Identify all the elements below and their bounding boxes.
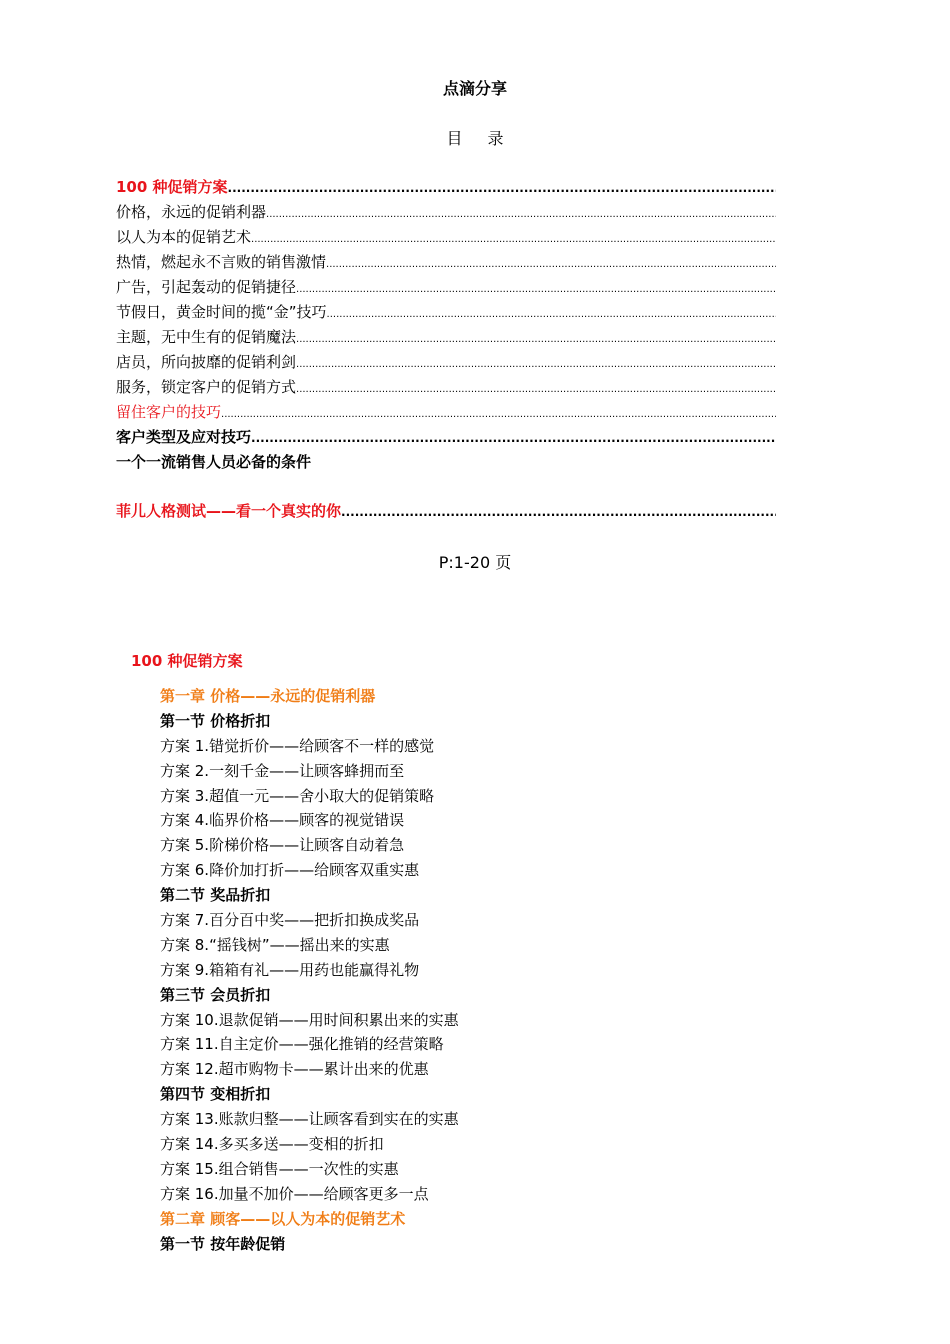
toc-dot-leader bbox=[266, 209, 776, 220]
toc-entry[interactable] bbox=[116, 500, 776, 525]
outline-list bbox=[160, 684, 760, 1256]
toc-dot-leader bbox=[341, 505, 776, 519]
toc-dot-leader bbox=[296, 284, 776, 295]
outline-item: 方案 11.自主定价——强化推销的经营策略 bbox=[160, 1035, 444, 1054]
toc-entry-label: 留住客户的技巧 bbox=[116, 403, 222, 421]
toc-dot-leader bbox=[228, 181, 776, 195]
outline-item: 方案 8.“摇钱树”——摇出来的实惠 bbox=[160, 935, 390, 954]
outline-chapter: 第二章 顾客——以人为本的促销艺术 bbox=[160, 1209, 406, 1228]
toc-entry-label: 店员，所向披靡的促销利剑 bbox=[116, 353, 297, 371]
outline-item: 方案 16.加量不加价——给顾客更多一点 bbox=[160, 1184, 429, 1203]
outline-item: 方案 1.错觉折价——给顾客不一样的感觉 bbox=[160, 736, 435, 755]
toc-entry[interactable] bbox=[116, 426, 776, 451]
outline-item: 方案 14.多买多送——变相的折扣 bbox=[160, 1135, 384, 1154]
toc-title: 目 录 bbox=[446, 129, 514, 148]
outline-item: 方案 5.阶梯价格——让顾客自动着急 bbox=[160, 836, 405, 855]
toc-entry[interactable] bbox=[116, 376, 776, 401]
toc-entry-label: 热情，燃起永不言败的销售激情 bbox=[116, 253, 327, 271]
toc-dot-leader bbox=[327, 309, 776, 320]
toc-entry-label: 服务，锁定客户的促销方式 bbox=[116, 378, 297, 396]
toc-entry[interactable] bbox=[116, 201, 776, 226]
toc-dot-leader bbox=[221, 409, 776, 420]
toc-entry-label: 主题，无中生有的促销魔法 bbox=[116, 328, 297, 346]
outline-section: 第二节 奖品折扣 bbox=[160, 886, 271, 905]
toc-entry[interactable] bbox=[116, 301, 776, 326]
toc-entry[interactable] bbox=[116, 326, 776, 351]
toc-dot-leader bbox=[251, 234, 776, 245]
toc-entry-label: 节假日，黄金时间的揽“金”技巧 bbox=[116, 303, 327, 321]
outline-item: 方案 9.箱箱有礼——用药也能赢得礼物 bbox=[160, 960, 420, 979]
toc-entry[interactable] bbox=[116, 176, 776, 201]
outline-item: 方案 12.超市购物卡——累计出来的优惠 bbox=[160, 1060, 429, 1079]
section-title: 100 种促销方案 bbox=[131, 652, 243, 670]
page-title: 点滴分享 bbox=[442, 79, 507, 98]
toc-entry[interactable] bbox=[116, 401, 776, 426]
toc-entry-label: 菲儿人格测试——看一个真实的你 bbox=[116, 502, 342, 520]
outline-item: 方案 3.超值一元——舍小取大的促销策略 bbox=[160, 786, 435, 805]
table-of-contents bbox=[116, 176, 776, 525]
outline-chapter: 第一章 价格——永远的促销利器 bbox=[160, 687, 376, 705]
toc-entry[interactable] bbox=[116, 251, 776, 276]
toc-dot-leader bbox=[296, 359, 776, 370]
outline-section: 第一节 价格折扣 bbox=[160, 711, 271, 730]
outline-item: 方案 6.降价加打折——给顾客双重实惠 bbox=[160, 861, 420, 880]
toc-dot-leader bbox=[296, 334, 776, 345]
outline-item: 方案 13.账款归整——让顾客看到实在的实惠 bbox=[160, 1110, 459, 1129]
outline-section: 第四节 变相折扣 bbox=[160, 1085, 271, 1104]
toc-dot-leader bbox=[326, 259, 776, 270]
toc-entry-label: 100 种促销方案 bbox=[116, 178, 228, 196]
outline-section: 第三节 会员折扣 bbox=[160, 985, 271, 1004]
toc-entry-label: 客户类型及应对技巧 bbox=[116, 428, 252, 446]
outline-item: 方案 4.临界价格——顾客的视觉错误 bbox=[160, 811, 405, 830]
toc-entry-label: 广告，引起轰动的促销捷径 bbox=[116, 278, 297, 296]
toc-dot-leader bbox=[296, 384, 776, 395]
toc-entry-label: 价格，永远的促销利器 bbox=[116, 203, 267, 221]
page-reference: P:1-20 页 bbox=[438, 553, 512, 572]
toc-entry[interactable] bbox=[116, 351, 776, 376]
toc-entry[interactable] bbox=[116, 451, 776, 476]
outline-item: 方案 2.一刻千金——让顾客蜂拥而至 bbox=[160, 761, 405, 780]
outline-item: 方案 15.组合销售——一次性的实惠 bbox=[160, 1159, 399, 1178]
toc-entry-label: 一个一流销售人员必备的条件 bbox=[116, 453, 312, 471]
toc-dot-leader bbox=[251, 431, 776, 445]
toc-entry-label: 以人为本的促销艺术 bbox=[116, 228, 252, 246]
toc-entry[interactable] bbox=[116, 226, 776, 251]
outline-item: 方案 7.百分百中奖——把折扣换成奖品 bbox=[160, 911, 420, 930]
outline-item: 方案 10.退款促销——用时间积累出来的实惠 bbox=[160, 1010, 459, 1029]
outline-section: 第一节 按年龄促销 bbox=[160, 1234, 286, 1253]
toc-entry[interactable] bbox=[116, 276, 776, 301]
